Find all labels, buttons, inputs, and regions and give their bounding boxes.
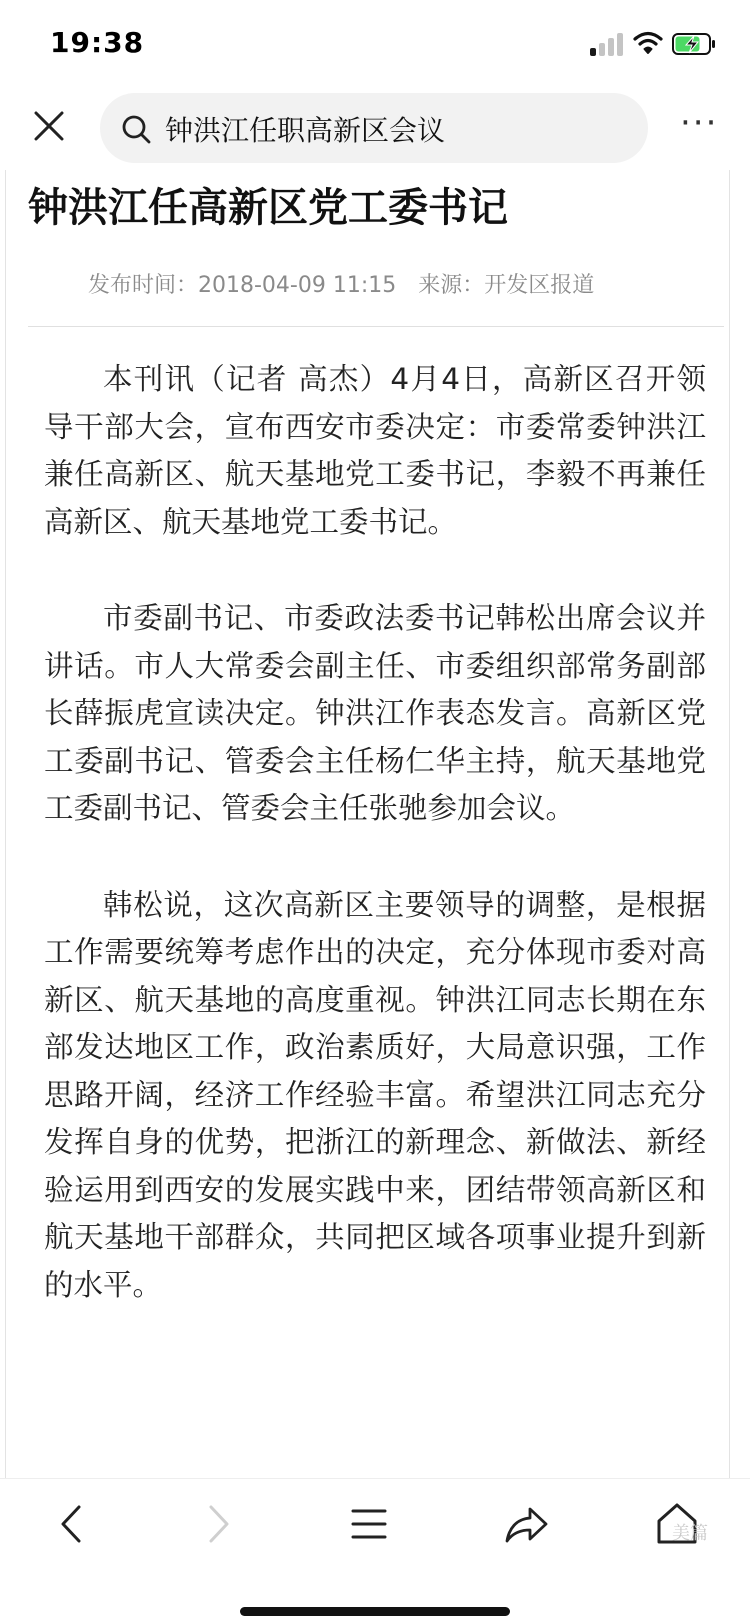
article-source: 来源：开发区报道: [418, 273, 595, 298]
bottom-toolbar: [0, 1478, 750, 1624]
close-icon[interactable]: [28, 105, 70, 147]
article-paragraph: 韩松说，这次高新区主要领导的调整，是根据工作需要统筹考虑作出的决定，充分体现市委对高新区、航天基地的高度重视。钟洪江同志长期在东部发达地区工作，政治素质好，大局意识强，工作思路开阔，经济工作经验丰富。希望洪江同志充分发挥自身的优势，把浙江的新理念、新做法、新经验运用到西安的发展实践中来，团结带领高新区和航天基地干部群众，共同把区域各项事业提升到新的水平。: [44, 887, 706, 1302]
watermark: 美篇: [672, 1523, 708, 1544]
status-bar: [0, 0, 750, 88]
divider: [28, 326, 724, 327]
signal-icon: [590, 32, 628, 56]
top-nav-bar: [0, 88, 750, 170]
article-title: 钟洪江任高新区党工委书记: [28, 185, 508, 231]
article-meta: [88, 268, 594, 299]
article-body: [44, 356, 706, 1358]
wifi-icon: [633, 30, 663, 56]
search-icon: [120, 113, 152, 145]
battery-charging-icon: [672, 33, 716, 55]
search-query-text: 钟洪江任职高新区会议: [165, 114, 446, 147]
search-box[interactable]: [100, 93, 648, 163]
page-edge-right: [729, 170, 730, 1478]
publish-time: 发布时间：2018-04-09 11:15: [88, 273, 397, 298]
back-arrow-icon[interactable]: [48, 1499, 98, 1549]
forward-arrow-icon[interactable]: [192, 1499, 242, 1549]
article-content: [0, 170, 750, 1478]
menu-icon[interactable]: [345, 1499, 395, 1549]
status-time: 19:38: [50, 26, 145, 59]
home-indicator[interactable]: [240, 1607, 510, 1616]
article-paragraph: 本刊讯（记者 高杰）4月4日，高新区召开领导干部大会，宣布西安市委决定：市委常委钟洪江兼任高新区、航天基地党工委书记，李毅不再兼任高新区、航天基地党工委书记。: [44, 362, 706, 539]
article-paragraph: 市委副书记、市委政法委书记韩松出席会议并讲话。市人大常委会副主任、市委组织部常务副部长薛振虎宣读决定。钟洪江作表态发言。高新区党工委副书记、管委会主任杨仁华主持，航天基地党工委副书记、管委会主任张驰参加会议。: [44, 601, 706, 825]
page-edge-left: [5, 170, 6, 1478]
share-icon[interactable]: [502, 1499, 552, 1549]
more-options-button[interactable]: ···: [680, 103, 719, 143]
